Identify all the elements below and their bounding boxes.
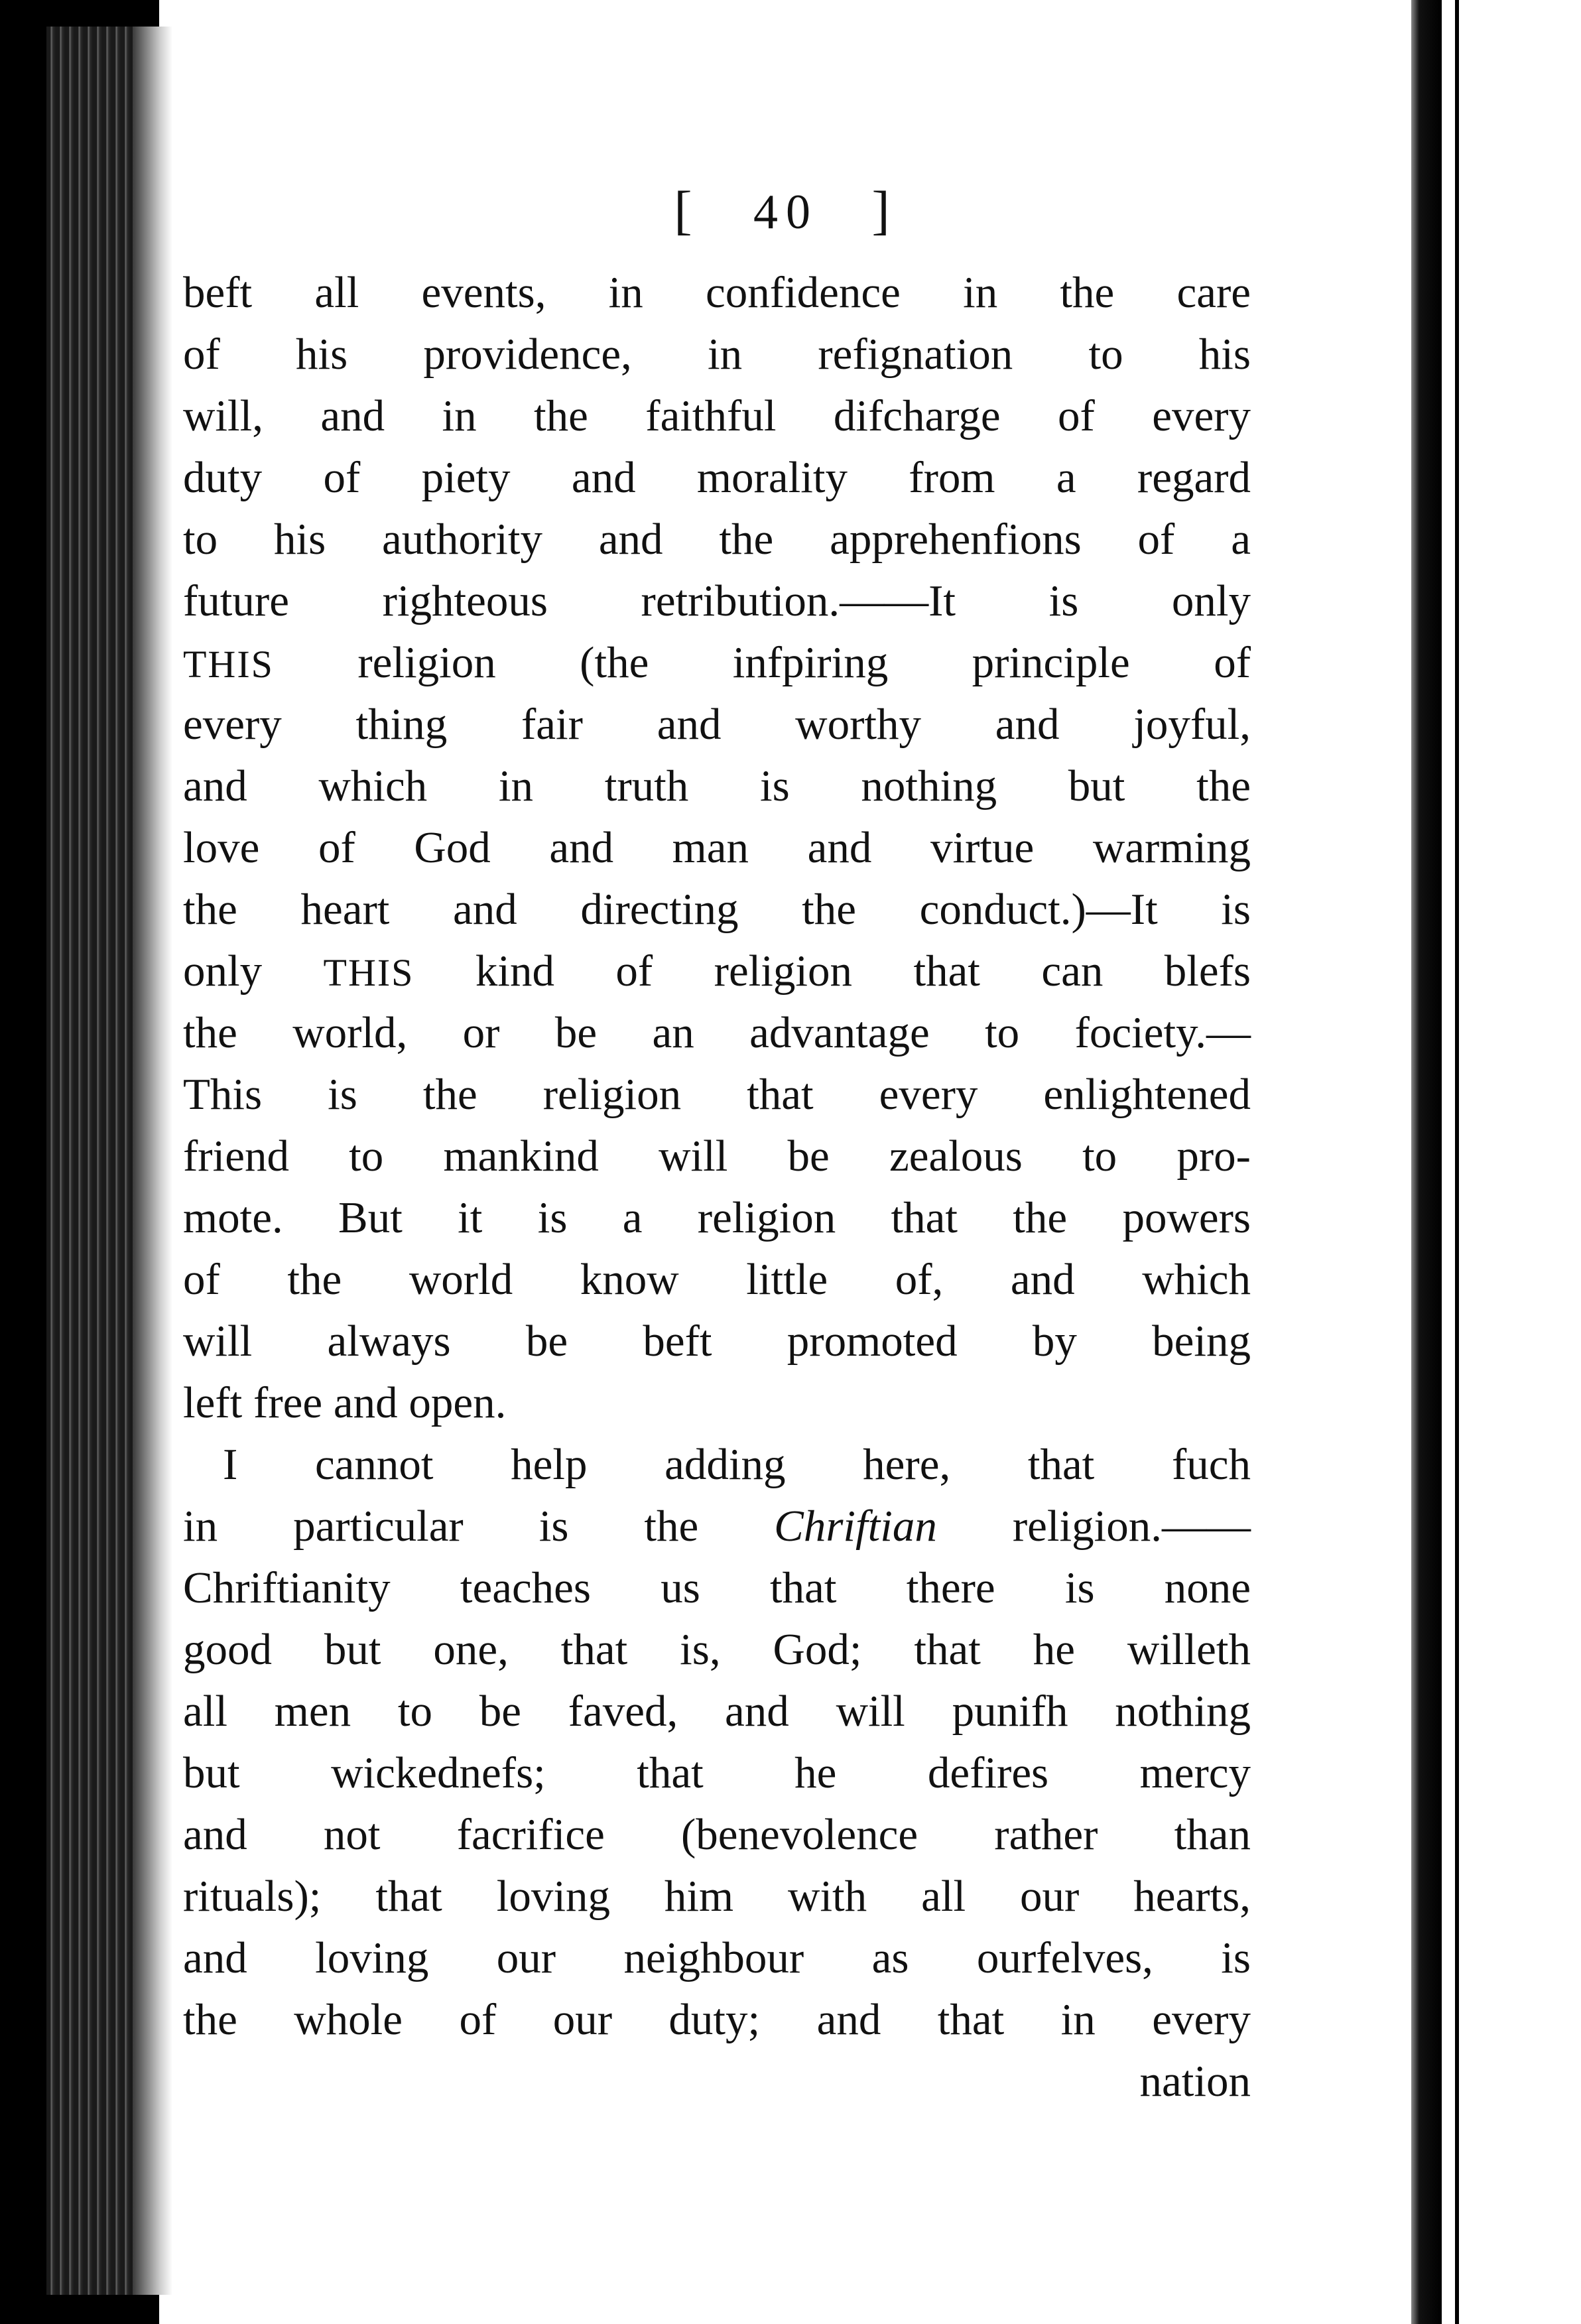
text-line: will always be beft promoted by being xyxy=(183,1317,1251,1366)
text-line: the whole of our duty; and that in every xyxy=(183,1995,1251,2044)
text-line: THIS religion (the infpiring principle of xyxy=(183,638,1251,687)
text-line: all men to be faved, and will punifh nothing xyxy=(183,1687,1251,1736)
small-caps-word: THIS xyxy=(323,951,414,994)
text-line: and loving our neighbour as ourfelves, is xyxy=(183,1933,1251,1982)
page-number: 40 xyxy=(753,185,818,239)
text-line: Chriftianity teaches us that there is none xyxy=(183,1563,1251,1612)
paragraph-2 xyxy=(183,1434,1251,2051)
text-line: This is the religion that every enlightened xyxy=(183,1070,1251,1119)
text-line: good but one, that is, God; that he willeth xyxy=(183,1625,1251,1674)
text-line: friend to mankind will be zealous to pro- xyxy=(183,1131,1251,1181)
text-line: in particular is the Chriftian religion.—— xyxy=(183,1502,1251,1551)
text-line: mote. But it is a religion that the powers xyxy=(183,1193,1251,1242)
text-line: will, and in the faithful difcharge of every xyxy=(183,391,1251,440)
text-line: but wickednefs; that he defires mercy xyxy=(183,1748,1251,1797)
page-header xyxy=(159,179,1413,241)
text-line: and which in truth is nothing but the xyxy=(183,761,1251,810)
text-line: and not facrifice (benevolence rather than xyxy=(183,1810,1251,1859)
catchword: nation xyxy=(1139,2057,1251,2106)
italic-word: Chriftian xyxy=(774,1502,937,1551)
text-line: of his providence, in refignation to his xyxy=(183,330,1251,379)
text-line: love of God and man and virtue warming xyxy=(183,823,1251,872)
text-line: duty of piety and morality from a regard xyxy=(183,453,1251,502)
text-line: future righteous retribution.——It is only xyxy=(183,576,1251,625)
text-line: I cannot help adding here, that fuch xyxy=(223,1440,1251,1489)
page-body-text xyxy=(183,262,1251,2112)
paragraph-1 xyxy=(183,262,1251,1434)
book-spine-edge xyxy=(46,27,146,2295)
header-close-bracket: ] xyxy=(871,180,898,240)
page-right-edge xyxy=(1411,0,1442,2324)
text-line: only THIS kind of religion that can blefs xyxy=(183,946,1251,996)
text-line: the world, or be an advantage to fociety.— xyxy=(183,1008,1251,1057)
text-line: rituals); that loving him with all our hearts, xyxy=(183,1872,1251,1921)
gutter-shadow xyxy=(133,27,172,2295)
text-line: to his authority and the apprehenfions of a xyxy=(183,515,1251,564)
facing-page-strip xyxy=(1442,0,1581,2324)
header-open-bracket: [ xyxy=(674,180,700,240)
text-line: beft all events, in confidence in the care xyxy=(183,268,1251,317)
facing-page-edge-line xyxy=(1455,0,1459,2324)
text-line: the heart and directing the conduct.)—It is xyxy=(183,885,1251,934)
text-line: of the world know little of, and which xyxy=(183,1255,1251,1304)
text-line: every thing fair and worthy and joyful, xyxy=(183,700,1251,749)
small-caps-word: THIS xyxy=(183,643,274,686)
text-line: left free and open. xyxy=(183,1378,507,1427)
